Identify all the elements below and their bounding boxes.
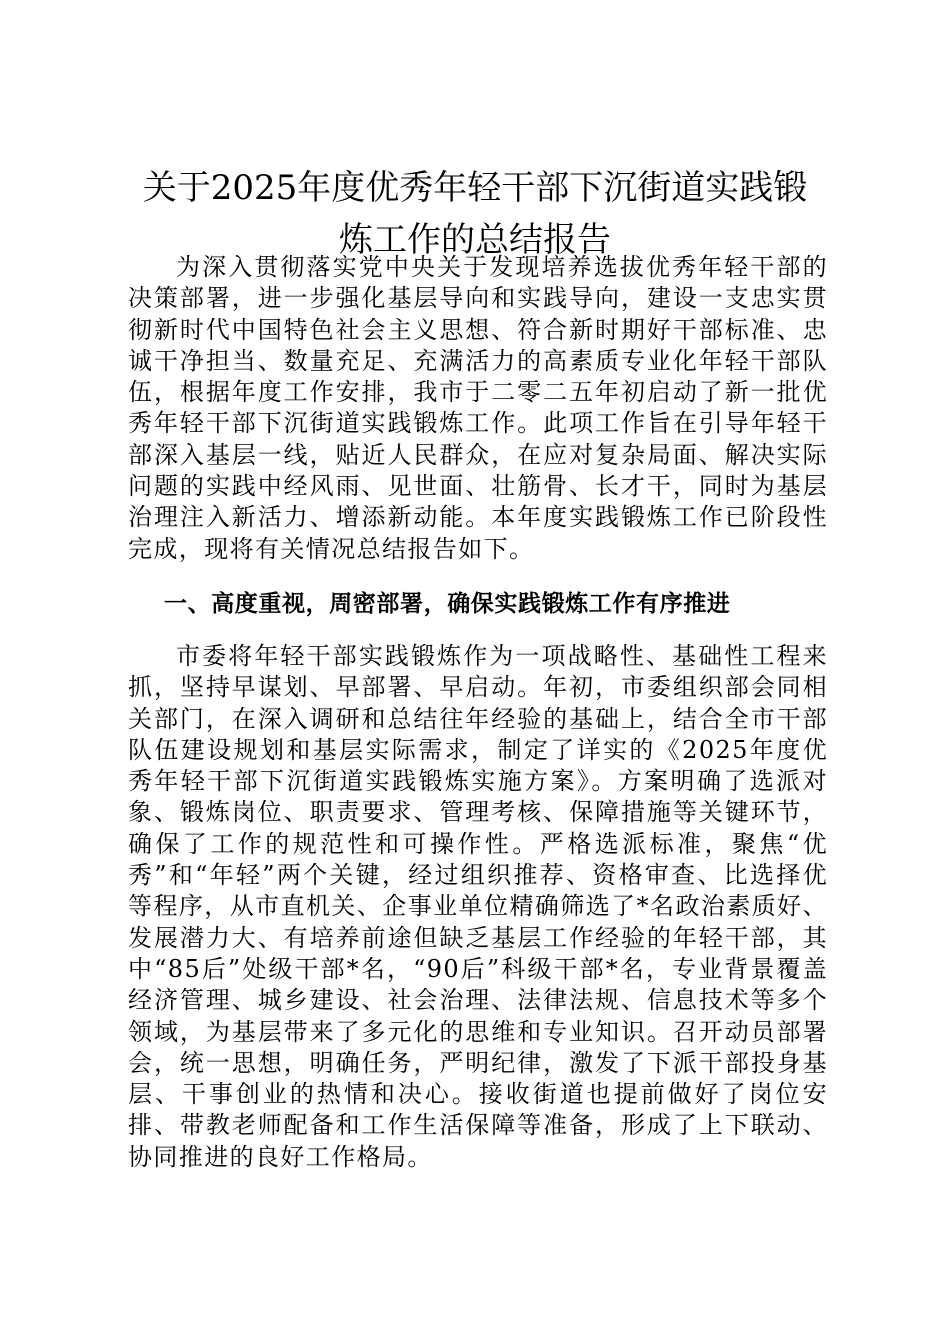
section-1-paragraph: 市委将年轻干部实践锻炼作为一项战略性、基础性工程来抓，坚持早谋划、早部署、早启动。年初，市委组织部会同相关部门，在深入调研和总结往年经验的基础上，结合全市干部队伍建设规划和基层实际需求，制定了详实的《2025年度优秀年轻干部下沉街道实践锻炼实施方案》。方案明确了选派对象、锻炼岗位、职责要求、管理考核、保障措施等关键环节，确保了工作的规范性和可操作性。严格选派标准，聚焦“优秀”和“年轻”两个关键，经过组织推荐、资格审查、比选择优等程序，从市直机关、企事业单位精确筛选了*名政治素质好、发展潜力大、有培养前途但缺乏基层工作经验的年轻干部，其中“85后”处级干部*名，“90后”科级干部*名，专业背景覆盖经济管理、城乡建设、社会治理、法律法规、信息技术等多个领域，为基层带来了多元化的思维和专业知识。召开动员部署会，统一思想，明确任务，严明纪律，激发了下派干部投身基层、干事创业的热情和决心。接收街道也提前做好了岗位安排、带教老师配备和工作生活保障等准备，形成了上下联动、协同推进的良好工作格局。	[128, 641, 828, 1171]
document-body	[128, 252, 828, 1173]
document-title	[120, 162, 830, 266]
intro-paragraph: 为深入贯彻落实党中央关于发现培养选拔优秀年轻干部的决策部署，进一步强化基层导向和实践导向，建设一支忠实贯彻新时代中国特色社会主义思想、符合新时期好干部标准、忠诚干净担当、数量充足、充满活力的高素质专业化年轻干部队伍，根据年度工作安排，我市于二零二五年初启动了新一批优秀年轻干部下沉街道实践锻炼工作。此项工作旨在引导年轻干部深入基层一线，贴近人民群众，在应对复杂局面、解决实际问题的实践中经风雨、见世面、壮筋骨、长才干，同时为基层治理注入新活力、增添新动能。本年度实践锻炼工作已阶段性完成，现将有关情况总结报告如下。	[128, 253, 828, 563]
document-title-line-1: 关于2025年度优秀年轻干部下沉街道实践锻	[142, 168, 808, 208]
section-1-heading: 一、高度重视，周密部署，确保实践锻炼工作有序推进	[164, 590, 731, 617]
document-title-line-2: 炼工作的总结报告	[339, 220, 611, 260]
